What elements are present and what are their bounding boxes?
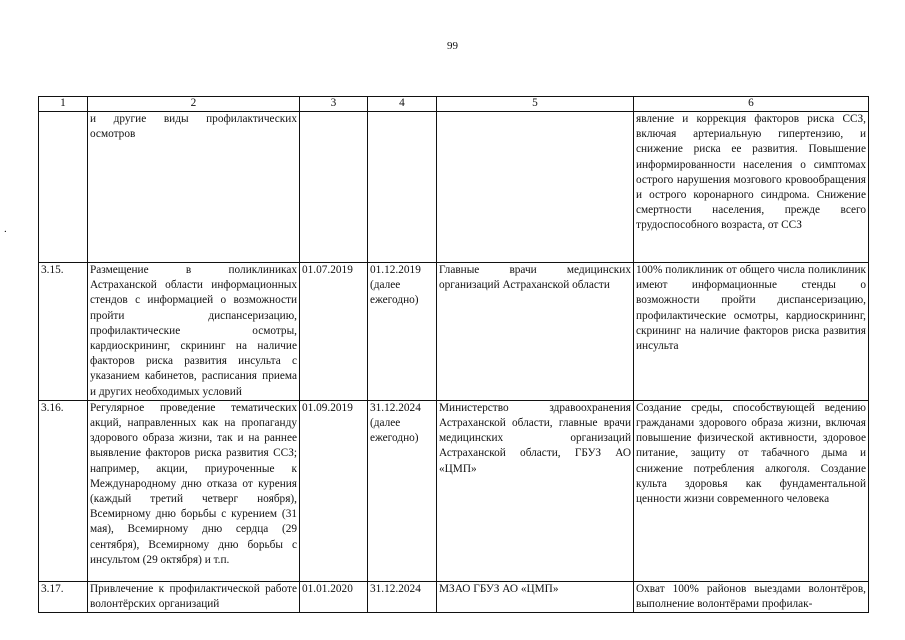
responsible-cell: Министерство здравоохранения Астраханской области, главные врачи медицинских организаций Астраханской области, ГБУЗ АО «ЦМП»	[437, 400, 634, 581]
header-col-4: 4	[368, 97, 437, 112]
responsible-cell: Главные врачи медицинских организаций Астраханской области	[437, 263, 634, 401]
responsible-cell: МЗАО ГБУЗ АО «ЦМП»	[437, 581, 634, 612]
start-date-cell: 01.01.2020	[300, 581, 368, 612]
start-date-cell: 01.07.2019	[300, 263, 368, 401]
table-row	[39, 263, 869, 401]
responsible-cell	[437, 112, 634, 263]
start-date-cell: 01.09.2019	[300, 400, 368, 581]
header-col-5: 5	[437, 97, 634, 112]
page-number: 99	[447, 40, 458, 52]
end-date-cell: 31.12.2024 (далее ежегодно)	[368, 400, 437, 581]
measure-cell: Привлечение к профилактической работе волонтёрских организаций	[88, 581, 300, 612]
header-col-1: 1	[39, 97, 88, 112]
header-col-3: 3	[300, 97, 368, 112]
header-col-2: 2	[88, 97, 300, 112]
measure-cell: и другие виды профилактических осмотров	[88, 112, 300, 263]
table-row	[39, 400, 869, 581]
start-date-cell	[300, 112, 368, 263]
end-date-cell: 31.12.2024	[368, 581, 437, 612]
row-number: 3.15.	[39, 263, 88, 401]
header-col-6: 6	[634, 97, 869, 112]
row-number	[39, 112, 88, 263]
result-cell: Создание среды, способствующей ведению гражданами здорового образа жизни, включая повышение физической активности, здоровое питание, защиту от табачного дыма и снижение потребления алкоголя. Создание культа здоровья как фундаментальной ценности жизни современного человека	[634, 400, 869, 581]
result-cell: Охват 100% районов выездами волонтёров, выполнение волонтёрами профилак-	[634, 581, 869, 612]
result-cell: явление и коррекция факторов риска ССЗ, включая артериальную гипертензию, и снижение риска ее развития. Повышение информированности населения о симптомах острого нарушения мозгового кровообращения и острого коронарного синдрома. Снижение смертности населения, прежде всего трудоспособного возраста, от ССЗ	[634, 112, 869, 263]
end-date-cell: 01.12.2019 (далее ежегодно)	[368, 263, 437, 401]
result-cell: 100% поликлиник от общего числа поликлиник имеют информационные стенды о возможности пройти диспансеризацию, профилактические осмотры, кардиоскрининг, скрининг на наличие факторов риска развития инсульта	[634, 263, 869, 401]
end-date-cell	[368, 112, 437, 263]
row-number: 3.17.	[39, 581, 88, 612]
margin-mark: .	[4, 223, 7, 235]
row-number: 3.16.	[39, 400, 88, 581]
measure-cell: Регулярное проведение тематических акций, направленных как на пропаганду здорового образа жизни, так и на раннее выявление факторов риска развития ССЗ; например, акции, приуроченные к Международному дню отказа от курения (каждый третий четверг ноября), Всемирному дню борьбы с курением (31 мая), Всемирному дню сердца (29 сентября), Всемирному дню борьбы с инсультом (29 октября) и т.п.	[88, 400, 300, 581]
measure-cell: Размещение в поликлиниках Астраханской области информационных стендов с информацией о возможности пройти диспансеризацию, профилактические осмотры, кардиоскрининг, скрининг на наличие факторов риска развития инсульта с указанием кабинетов, расписания приема и других необходимых условий	[88, 263, 300, 401]
header-row	[39, 97, 869, 112]
table-row	[39, 581, 869, 612]
measures-table	[38, 96, 869, 613]
table-row	[39, 112, 869, 263]
